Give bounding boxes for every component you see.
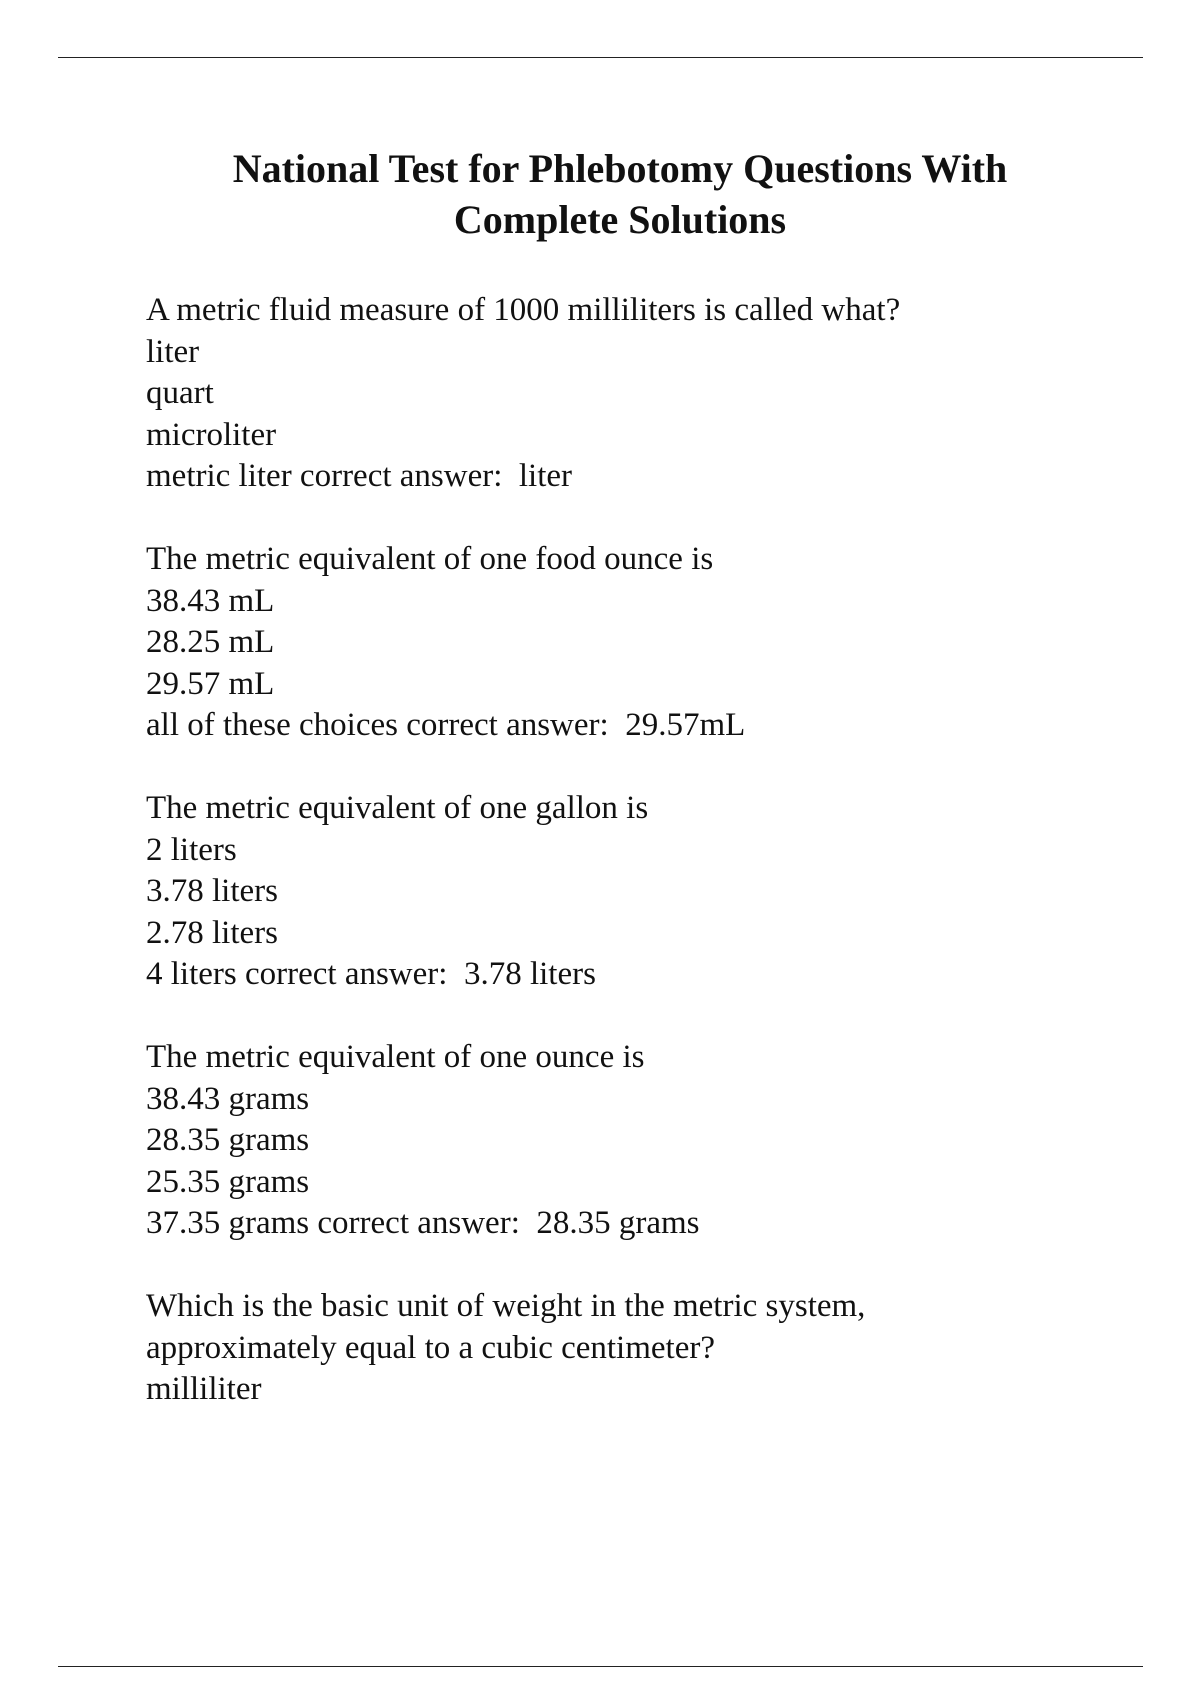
question-text: The metric equivalent of one food ounce is	[146, 541, 714, 577]
title-line: National Test for Phlebotomy Questions With	[232, 146, 1008, 191]
answer-option: 28.25 mL	[146, 624, 275, 660]
question-text: The metric equivalent of one gallon is	[146, 790, 649, 826]
question-block	[146, 290, 1106, 498]
correct-answer-line: all of these choices correct answer: 29.57mL	[146, 707, 746, 743]
question-block	[146, 1037, 1106, 1245]
top-rule	[58, 57, 1143, 58]
answer-option: 28.35 grams	[146, 1122, 310, 1158]
question-list	[146, 290, 1106, 1411]
bottom-rule	[58, 1666, 1143, 1667]
question-text: approximately equal to a cubic centimeter?	[146, 1329, 715, 1366]
answer-option: 2 liters	[146, 831, 237, 868]
question-text: A metric fluid measure of 1000 milliliters is called what?	[146, 292, 901, 328]
question-block	[146, 539, 1106, 747]
answer-option: microliter	[146, 416, 277, 453]
correct-answer-line: 4 liters correct answer: 3.78 liters	[146, 956, 596, 992]
question-block	[146, 788, 1106, 996]
answer-option: 38.43 grams	[146, 1080, 310, 1117]
answer-option: 2.78 liters	[146, 914, 278, 951]
question-text: The metric equivalent of one ounce is	[146, 1039, 645, 1075]
page-title	[120, 143, 1120, 245]
answer-option: milliliter	[146, 1371, 262, 1407]
answer-option: liter	[146, 333, 200, 370]
answer-option: 3.78 liters	[146, 873, 278, 909]
answer-option: 38.43 mL	[146, 582, 275, 619]
answer-option: quart	[146, 375, 214, 411]
correct-answer-line: 37.35 grams correct answer: 28.35 grams	[146, 1205, 700, 1241]
question-text: Which is the basic unit of weight in the metric system,	[146, 1288, 866, 1324]
title-line: Complete Solutions	[453, 197, 787, 242]
answer-option: 29.57 mL	[146, 665, 275, 702]
answer-option: 25.35 grams	[146, 1163, 310, 1200]
question-block	[146, 1286, 1106, 1411]
correct-answer-line: metric liter correct answer: liter	[146, 458, 573, 494]
